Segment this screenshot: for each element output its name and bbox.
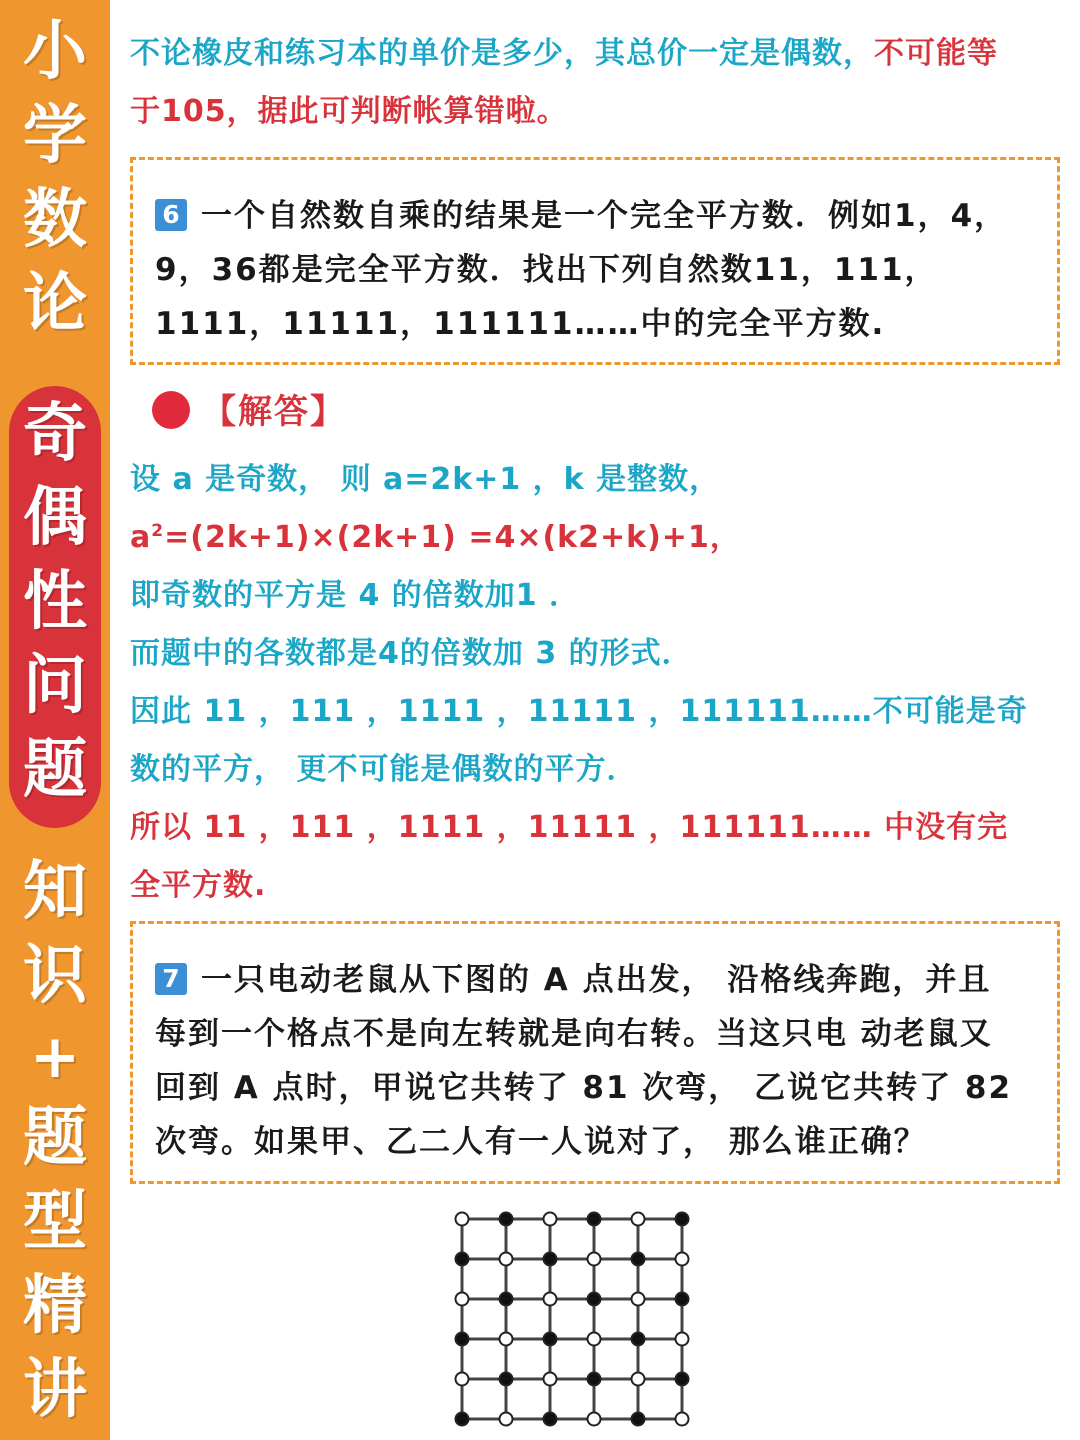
sidebar-char: 学 — [23, 99, 87, 173]
grid-dot-black — [500, 1293, 513, 1306]
sidebar-char: 问 — [23, 649, 87, 723]
intro-line-2: 于105，据此可判断帐算错啦。 — [130, 94, 568, 129]
grid-dot-black — [544, 1333, 557, 1346]
sidebar-char: 偶 — [23, 481, 87, 555]
answer-line-6: 数的平方， 更不可能是偶数的平方． — [130, 752, 638, 787]
intro-line-1 — [130, 28, 1065, 72]
sidebar-char: 论 — [23, 267, 87, 341]
grid-dot-white — [544, 1373, 557, 1386]
sidebar-char: 奇 — [23, 397, 87, 471]
sidebar-title-top — [0, 10, 110, 346]
grid-dot-white — [500, 1413, 513, 1426]
problem-6-line-1 — [155, 190, 1007, 235]
problem-7-line-4: 次弯。如果甲、乙二人有一人说对了， 那么谁正确？ — [155, 1124, 927, 1160]
grid-dot-white — [588, 1413, 601, 1426]
sidebar-char: 识 — [23, 939, 87, 1013]
grid-dot-black — [588, 1293, 601, 1306]
grid-dot-black — [632, 1253, 645, 1266]
grid-dot-black — [456, 1333, 469, 1346]
grid-dot-white — [456, 1213, 469, 1226]
sidebar-char: 知 — [23, 855, 87, 929]
grid-dot-white — [456, 1293, 469, 1306]
answer-line-3: 即奇数的平方是 4 的倍数加1 ． — [130, 578, 581, 613]
grid-dot-white — [632, 1373, 645, 1386]
problem-7-line-3: 回到 A 点时，甲说它共转了 81 次弯， 乙说它共转了 82 — [155, 1070, 1013, 1106]
sidebar-char: 型 — [23, 1185, 87, 1259]
answer-bullet-icon — [152, 391, 190, 429]
sidebar-char: 题 — [23, 1101, 87, 1175]
sidebar-char: 小 — [23, 15, 87, 89]
problem-7-box — [130, 921, 1060, 1184]
grid-dot-black — [588, 1373, 601, 1386]
sidebar-char: 精 — [23, 1269, 87, 1343]
problem-7-line-2: 每到一个格点不是向左转就是向右转。当这只电 动老鼠又 — [155, 1016, 993, 1052]
problem-number-badge: 7 — [155, 963, 187, 995]
intro-cyan-text: 不论橡皮和练习本的单价是多少，其总价一定是偶数， — [130, 36, 874, 71]
grid-dot-white — [632, 1213, 645, 1226]
answer-line-8: 全平方数. — [130, 868, 267, 903]
grid-dot-black — [456, 1413, 469, 1426]
answer-line-2-sup: 2 — [151, 521, 165, 541]
grid-dot-white — [588, 1333, 601, 1346]
grid-dot-white — [588, 1253, 601, 1266]
sidebar-title-mid — [0, 392, 110, 812]
answer-line-1: 设 a 是奇数， 则 a=2k+1 ，k 是整数， — [130, 462, 721, 497]
problem-number-badge: 6 — [155, 199, 187, 231]
sidebar-char: 题 — [23, 733, 87, 807]
grid-dot-black — [632, 1413, 645, 1426]
grid-dot-black — [676, 1213, 689, 1226]
problem-6-box — [130, 157, 1060, 365]
grid-svg — [450, 1205, 695, 1435]
answer-line-4: 而题中的各数都是4的倍数加 3 的形式． — [130, 636, 693, 671]
answer-line-5: 因此 11 ，111 ，1111 ，11111 ，111111……不可能是奇 — [130, 694, 1028, 729]
sidebar-char: 数 — [23, 183, 87, 257]
grid-dot-white — [676, 1413, 689, 1426]
grid-dot-white — [676, 1333, 689, 1346]
sidebar-title-bottom — [0, 850, 110, 1432]
answer-line-2-a: a — [130, 520, 152, 555]
grid-diagram — [450, 1205, 695, 1435]
grid-dot-white — [500, 1333, 513, 1346]
intro-red-text: 不可能等 — [874, 36, 998, 71]
answer-line-2 — [130, 512, 1065, 556]
answer-line-7: 所以 11 ，111 ，1111 ，11111 ，111111…… 中没有完 — [130, 810, 1009, 845]
grid-dot-black — [544, 1413, 557, 1426]
sidebar-char: 讲 — [23, 1353, 87, 1427]
grid-dot-black — [500, 1213, 513, 1226]
sidebar — [0, 0, 110, 1440]
grid-dot-black — [632, 1333, 645, 1346]
problem-7-text-1: 一只电动老鼠从下图的 A 点出发， 沿格线奔跑，并且 — [201, 962, 992, 998]
answer-line-2-rest: =(2k+1)×(2k+1) =4×(k2+k)+1， — [164, 520, 741, 555]
answer-title: 【解答】 — [202, 392, 346, 432]
problem-6-text-1: 一个自然数自乘的结果是一个完全平方数．例如1，4， — [201, 198, 1008, 234]
problem-6-line-2: 9，36都是完全平方数．找出下列自然数11，111， — [155, 252, 938, 288]
grid-dot-white — [500, 1253, 513, 1266]
grid-dot-black — [456, 1253, 469, 1266]
grid-dot-black — [588, 1213, 601, 1226]
sidebar-char: + — [29, 1022, 81, 1092]
grid-dot-black — [500, 1373, 513, 1386]
grid-dot-white — [676, 1253, 689, 1266]
grid-dot-white — [544, 1293, 557, 1306]
problem-6-line-3: 1111，11111，111111……中的完全平方数. — [155, 306, 886, 342]
sidebar-char: 性 — [23, 565, 87, 639]
grid-dot-white — [632, 1293, 645, 1306]
grid-dot-white — [544, 1213, 557, 1226]
grid-dot-black — [676, 1373, 689, 1386]
problem-7-line-1 — [155, 954, 991, 999]
grid-dot-black — [544, 1253, 557, 1266]
grid-dot-white — [456, 1373, 469, 1386]
grid-dot-black — [676, 1293, 689, 1306]
